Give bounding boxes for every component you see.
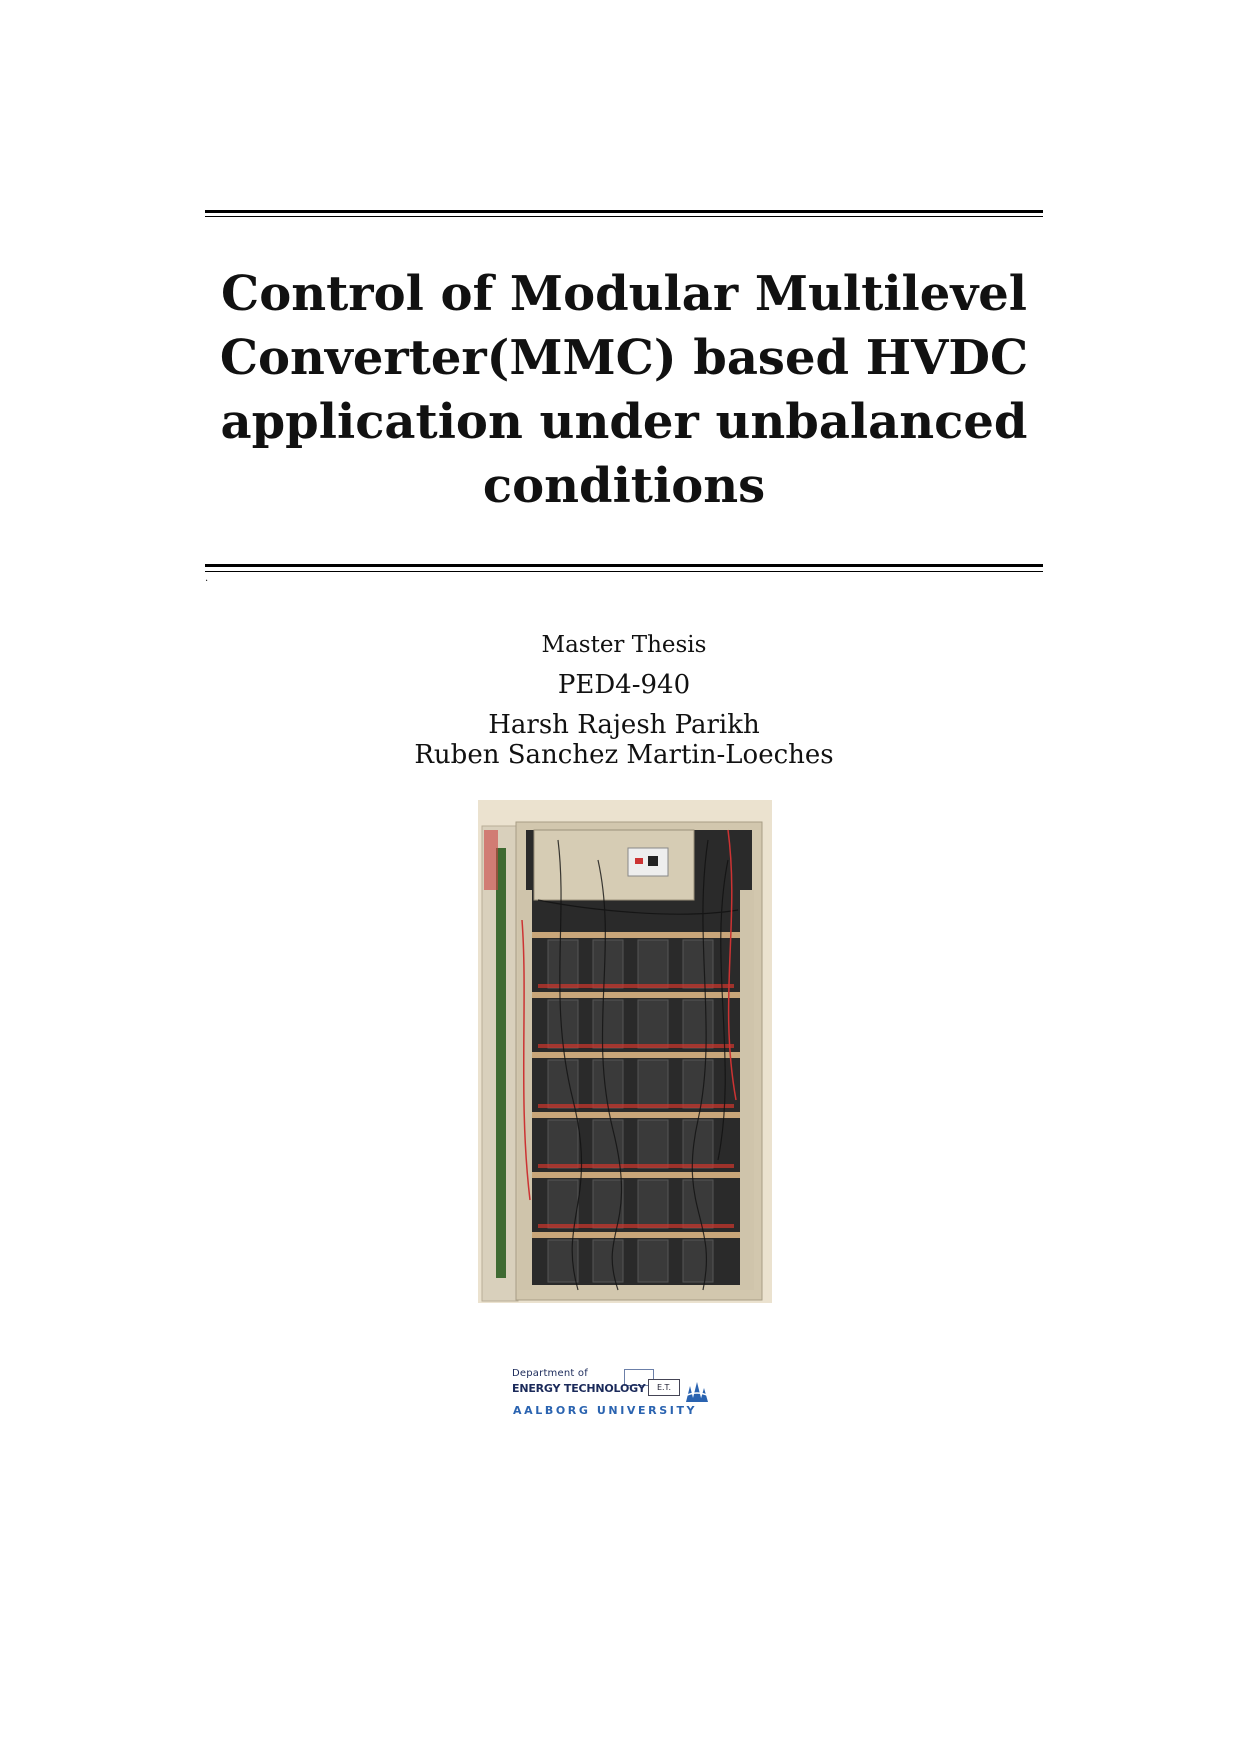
logo-department-of: Department of — [512, 1368, 588, 1379]
top-rule-thin — [205, 216, 1043, 217]
aalborg-emblem-icon — [684, 1380, 710, 1404]
separator-dot: . — [205, 573, 209, 584]
author-1: Harsh Rajesh Parikh — [488, 710, 760, 740]
logo-university: AALBORG UNIVERSITY — [513, 1404, 698, 1417]
logo-et-box: E.T. — [648, 1379, 680, 1396]
aalborg-university-logo — [511, 1364, 741, 1420]
bottom-rule-thick — [205, 564, 1043, 567]
top-rule-thick — [205, 210, 1043, 213]
cabinet-photo — [478, 800, 772, 1303]
subtitle: Master Thesis — [541, 632, 707, 658]
author-2: Ruben Sanchez Martin-Loeches — [414, 740, 834, 770]
title-line-3: application under unbalanced — [220, 394, 1028, 450]
title-line-2: Converter(MMC) based HVDC — [219, 330, 1029, 386]
project-code: PED4-940 — [557, 670, 691, 700]
document-title — [205, 262, 1043, 518]
bottom-rule-thin — [205, 571, 1043, 572]
title-line-1: Control of Modular Multilevel — [221, 266, 1027, 322]
title-line-4: conditions — [482, 458, 766, 514]
logo-department: ENERGY TECHNOLOGY — [512, 1382, 646, 1395]
